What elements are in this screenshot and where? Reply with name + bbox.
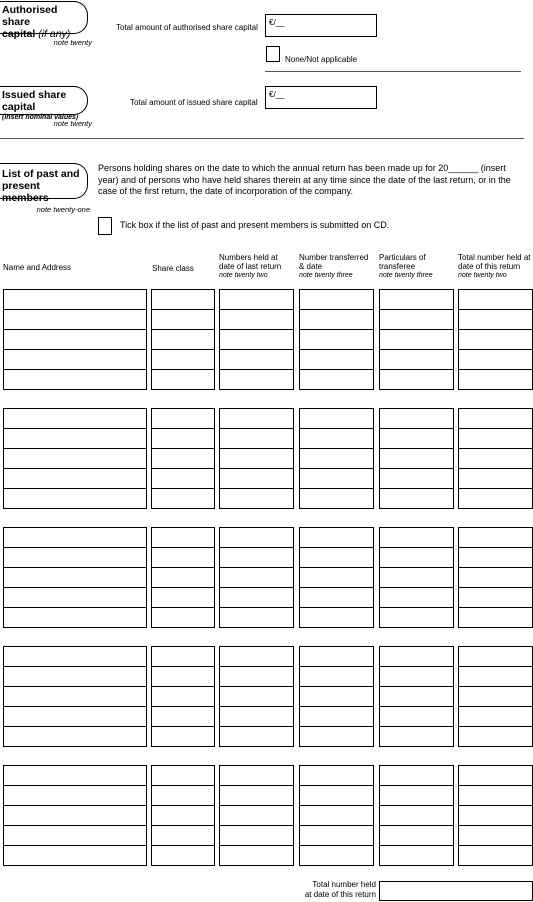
issued-title: Issued share capital (2, 89, 67, 113)
table-cell[interactable] (151, 369, 215, 390)
table-cell[interactable] (379, 666, 454, 687)
none-applicable-checkbox[interactable] (266, 46, 280, 62)
table-cell[interactable] (299, 726, 374, 747)
table-cell[interactable] (379, 329, 454, 350)
table-cell[interactable] (458, 646, 533, 667)
table-cell[interactable] (219, 309, 294, 330)
table-cell[interactable] (151, 428, 215, 449)
table-cell[interactable] (3, 468, 147, 489)
table-cell[interactable] (151, 567, 215, 588)
table-cell[interactable] (379, 468, 454, 489)
table-cell[interactable] (458, 408, 533, 429)
table-cell[interactable] (379, 527, 454, 548)
table-cell[interactable] (379, 785, 454, 806)
table-cell[interactable] (219, 408, 294, 429)
table-cell[interactable] (219, 547, 294, 568)
table-cell[interactable] (219, 289, 294, 310)
table-cell[interactable] (151, 527, 215, 548)
footer-total-label: Total number held at date of this return (304, 880, 376, 899)
table-cell[interactable] (299, 785, 374, 806)
table-cell[interactable] (379, 607, 454, 628)
table-cell[interactable] (3, 587, 147, 608)
members-title-line2: present members (2, 180, 49, 204)
table-cell[interactable] (458, 686, 533, 707)
table-cell[interactable] (299, 468, 374, 489)
table-cell[interactable] (379, 686, 454, 707)
table-cell[interactable] (379, 309, 454, 330)
table-cell[interactable] (219, 527, 294, 548)
table-cell[interactable] (3, 408, 147, 429)
cd-label: Tick box if the list of past and present members is submitted on CD. (120, 220, 390, 230)
table-cell[interactable] (219, 666, 294, 687)
issued-section-tag (0, 86, 88, 121)
authorised-amount-field[interactable]: €/__ (265, 14, 377, 37)
table-cell[interactable] (151, 448, 215, 469)
table-cell[interactable] (299, 428, 374, 449)
table-cell[interactable] (299, 527, 374, 548)
table-cell[interactable] (151, 607, 215, 628)
table-cell[interactable] (219, 369, 294, 390)
table-cell[interactable] (219, 785, 294, 806)
table-cell[interactable] (219, 686, 294, 707)
table-cell[interactable] (458, 805, 533, 826)
table-cell[interactable] (3, 428, 147, 449)
members-title-line1: List of past and (2, 168, 80, 180)
table-cell[interactable] (299, 289, 374, 310)
members-section-tag (0, 163, 88, 204)
table-cell[interactable] (151, 706, 215, 727)
table-cell[interactable] (379, 706, 454, 727)
table-cell[interactable] (3, 349, 147, 370)
table-cell[interactable] (3, 607, 147, 628)
table-cell[interactable] (299, 845, 374, 866)
table-cell[interactable] (458, 428, 533, 449)
table-cell[interactable] (219, 468, 294, 489)
table-cell[interactable] (458, 369, 533, 390)
table-cell[interactable] (299, 765, 374, 786)
table-cell[interactable] (151, 587, 215, 608)
table-cell[interactable] (379, 805, 454, 826)
members-description: Persons holding shares on the date to which the annual return has been made up for 20______ (insert year) and of persons who have held shares therein at any time since the date of the last return, or in the case of the first return, the date of incorporation of the company. (98, 163, 511, 196)
table-cell[interactable] (219, 825, 294, 846)
issued-note: note twenty (53, 119, 92, 128)
table-cell[interactable] (219, 428, 294, 449)
table-cell[interactable] (219, 349, 294, 370)
issued-amount-field[interactable]: €/__ (265, 86, 377, 109)
table-cell[interactable] (458, 488, 533, 509)
table-cell[interactable] (299, 805, 374, 826)
table-cell[interactable] (3, 765, 147, 786)
authorised-note: note twenty (53, 38, 92, 47)
table-cell[interactable] (151, 666, 215, 687)
table-cell[interactable] (3, 547, 147, 568)
table-cell[interactable] (3, 706, 147, 727)
table-cell[interactable] (151, 329, 215, 350)
table-cell[interactable] (458, 607, 533, 628)
table-cell[interactable] (151, 825, 215, 846)
table-cell[interactable] (458, 309, 533, 330)
header-numbers-held-last: Numbers held at date of last return note twenty two (219, 253, 282, 279)
table-cell[interactable] (299, 329, 374, 350)
table-cell[interactable] (151, 726, 215, 747)
table-cell[interactable] (151, 547, 215, 568)
table-cell[interactable] (299, 349, 374, 370)
table-cell[interactable] (379, 428, 454, 449)
table-cell[interactable] (379, 587, 454, 608)
header-particulars-transferee: Particulars of transferee note twenty three (379, 253, 433, 279)
table-cell[interactable] (299, 587, 374, 608)
issued-subtitle: (insert nominal values) (2, 114, 79, 121)
table-cell[interactable] (3, 369, 147, 390)
table-cell[interactable] (3, 805, 147, 826)
table-cell[interactable] (299, 666, 374, 687)
table-cell[interactable] (299, 448, 374, 469)
table-cell[interactable] (3, 567, 147, 588)
table-cell[interactable] (458, 468, 533, 489)
table-cell[interactable] (299, 607, 374, 628)
table-cell[interactable] (299, 567, 374, 588)
table-cell[interactable] (219, 587, 294, 608)
table-cell[interactable] (458, 726, 533, 747)
table-cell[interactable] (458, 329, 533, 350)
table-cell[interactable] (458, 785, 533, 806)
table-cell[interactable] (299, 309, 374, 330)
table-cell[interactable] (3, 666, 147, 687)
table-cell[interactable] (299, 488, 374, 509)
table-cell[interactable] (151, 408, 215, 429)
table-cell[interactable] (219, 448, 294, 469)
table-cell[interactable] (458, 289, 533, 310)
table-cell[interactable] (3, 289, 147, 310)
table-cell[interactable] (3, 448, 147, 469)
table-cell[interactable] (379, 408, 454, 429)
table-cell[interactable] (151, 349, 215, 370)
header-share-class: Share class (152, 264, 194, 273)
table-cell[interactable] (379, 369, 454, 390)
table-cell[interactable] (379, 567, 454, 588)
table-cell[interactable] (458, 448, 533, 469)
table-cell[interactable] (151, 805, 215, 826)
table-cell[interactable] (379, 765, 454, 786)
authorised-title: Authorised share (2, 4, 58, 28)
table-cell[interactable] (299, 646, 374, 667)
table-cell[interactable] (3, 309, 147, 330)
table-cell[interactable] (3, 329, 147, 350)
table-cell[interactable] (3, 785, 147, 806)
table-cell[interactable] (219, 765, 294, 786)
table-cell[interactable] (299, 825, 374, 846)
table-cell[interactable] (151, 845, 215, 866)
table-cell[interactable] (219, 488, 294, 509)
table-cell[interactable] (458, 567, 533, 588)
members-note: note twenty-one (36, 205, 90, 214)
table-cell[interactable] (3, 726, 147, 747)
table-cell[interactable] (3, 686, 147, 707)
table-cell[interactable] (379, 646, 454, 667)
table-cell[interactable] (458, 825, 533, 846)
table-cell[interactable] (299, 369, 374, 390)
table-cell[interactable] (379, 825, 454, 846)
table-cell[interactable] (219, 329, 294, 350)
table-cell[interactable] (458, 706, 533, 727)
issued-field-label: Total amount of issued share capital (130, 98, 258, 107)
table-cell[interactable] (379, 488, 454, 509)
table-cell[interactable] (3, 488, 147, 509)
table-cell[interactable] (3, 646, 147, 667)
table-cell[interactable] (3, 845, 147, 866)
table-cell[interactable] (379, 547, 454, 568)
table-cell[interactable] (458, 349, 533, 370)
table-cell[interactable] (458, 666, 533, 687)
table-cell[interactable] (3, 527, 147, 548)
none-applicable-label: None/Not applicable (285, 55, 358, 64)
header-total-held-this: Total number held at date of this return note twenty two (458, 253, 531, 279)
table-cell[interactable] (151, 289, 215, 310)
table-cell[interactable] (299, 547, 374, 568)
table-cell[interactable] (151, 785, 215, 806)
table-cell[interactable] (458, 765, 533, 786)
table-cell[interactable] (379, 845, 454, 866)
footer-total-field[interactable] (379, 881, 533, 901)
divider (265, 71, 521, 72)
table-cell[interactable] (151, 468, 215, 489)
table-cell[interactable] (219, 805, 294, 826)
table-cell[interactable] (219, 567, 294, 588)
authorised-title-line2: capital (2, 28, 36, 40)
table-cell[interactable] (151, 488, 215, 509)
authorised-field-label: Total amount of authorised share capital (116, 23, 258, 32)
table-cell[interactable] (458, 845, 533, 866)
table-cell[interactable] (379, 726, 454, 747)
table-cell[interactable] (219, 646, 294, 667)
table-cell[interactable] (3, 825, 147, 846)
cd-checkbox[interactable] (98, 217, 112, 235)
table-cell[interactable] (151, 686, 215, 707)
table-cell[interactable] (458, 527, 533, 548)
table-cell[interactable] (379, 289, 454, 310)
table-cell[interactable] (151, 309, 215, 330)
table-cell[interactable] (299, 706, 374, 727)
table-cell[interactable] (379, 448, 454, 469)
header-number-transferred: Number transferred & date note twenty three (299, 253, 369, 279)
divider (0, 138, 524, 139)
table-cell[interactable] (151, 765, 215, 786)
table-cell[interactable] (219, 845, 294, 866)
table-cell[interactable] (458, 587, 533, 608)
authorised-section-tag (0, 1, 88, 40)
table-cell[interactable] (458, 547, 533, 568)
table-cell[interactable] (151, 646, 215, 667)
table-cell[interactable] (379, 349, 454, 370)
table-cell[interactable] (299, 408, 374, 429)
authorised-subtitle: (if any) (38, 28, 71, 40)
table-cell[interactable] (219, 706, 294, 727)
table-cell[interactable] (219, 607, 294, 628)
header-name-address: Name and Address (3, 263, 72, 272)
table-cell[interactable] (219, 726, 294, 747)
table-cell[interactable] (299, 686, 374, 707)
